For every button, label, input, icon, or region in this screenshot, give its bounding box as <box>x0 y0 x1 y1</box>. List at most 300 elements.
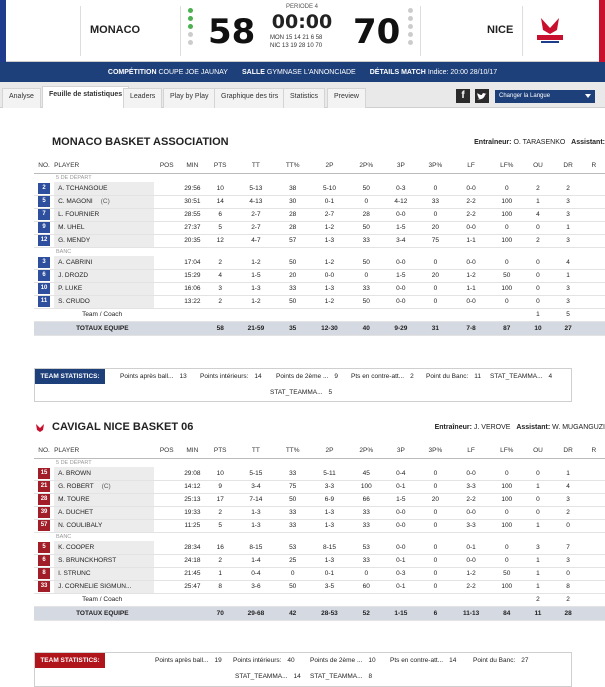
jersey-number-badge: 8 <box>38 568 50 579</box>
stat-pos <box>154 295 179 308</box>
empty-cell <box>451 308 491 321</box>
home-color-stripe <box>0 0 6 62</box>
total-pts: 70 <box>206 606 235 620</box>
stat-pos <box>154 195 179 208</box>
column-header[interactable]: LF% <box>491 159 522 173</box>
team-stat-item <box>390 657 456 664</box>
player-name-cell <box>54 467 154 480</box>
player-name[interactable]: N. COULIBALY <box>58 522 103 529</box>
stat-p2p: 60 <box>351 580 382 593</box>
foul-dot <box>188 24 193 29</box>
empty-cell <box>308 308 350 321</box>
tab-preview[interactable]: Preview <box>327 88 366 108</box>
player-row[interactable] <box>34 493 605 506</box>
column-header[interactable]: MIN <box>179 159 206 173</box>
jersey-number-badge: 10 <box>38 283 50 294</box>
column-header[interactable]: DR <box>554 159 583 173</box>
player-name[interactable]: M. UHEL <box>58 224 85 231</box>
stat-lfp: 100 <box>491 580 522 593</box>
home-coach-name: O. TARASENKO <box>513 139 566 146</box>
stat-lfp: 0 <box>491 554 522 567</box>
player-name[interactable]: A. BROWN <box>58 469 91 477</box>
player-row[interactable] <box>34 567 605 580</box>
stat-p2: 3-5 <box>308 580 350 593</box>
nice-logo-icon <box>533 14 567 46</box>
away-score: 70 <box>353 12 401 52</box>
player-name[interactable]: G. MENDY <box>58 237 91 244</box>
home-box-score-table <box>34 159 605 336</box>
column-header[interactable]: 3P <box>382 159 420 173</box>
stat-tt: 4-13 <box>235 195 277 208</box>
away-team-title: CAVIGAL NICE BASKET 06 <box>52 421 194 433</box>
jersey-number <box>34 506 54 519</box>
stat-tt: 3-6 <box>235 580 277 593</box>
stat-p2: 0-0 <box>308 269 350 282</box>
player-row[interactable] <box>34 182 605 195</box>
player-name[interactable]: M. TOURE <box>58 496 90 503</box>
stat-lfp: 0 <box>491 221 522 234</box>
nice-logo-icon <box>34 422 46 434</box>
player-name[interactable]: S. CRUDO <box>58 298 90 305</box>
jersey-number-badge: 11 <box>38 296 50 307</box>
stat-tt: 0-4 <box>235 567 277 580</box>
jersey-number <box>34 480 54 493</box>
player-row[interactable] <box>34 195 605 208</box>
jersey-number <box>34 580 54 593</box>
player-row[interactable] <box>34 554 605 567</box>
stat-lfp: 100 <box>491 519 522 532</box>
stat-p3p: 0 <box>420 182 451 195</box>
player-name[interactable]: J. DROZD <box>58 272 89 279</box>
total-p2: 28-53 <box>308 606 350 620</box>
empty-cell <box>154 308 179 321</box>
quarter-scores <box>270 34 342 50</box>
jersey-number-badge: 5 <box>38 542 50 553</box>
stat-p3p: 0 <box>420 567 451 580</box>
player-row[interactable] <box>34 234 605 247</box>
column-header[interactable]: POS <box>154 444 179 458</box>
player-row[interactable] <box>34 269 605 282</box>
stat-p3: 1-5 <box>382 493 420 506</box>
stat-pos <box>154 256 179 269</box>
stat-r <box>583 182 605 195</box>
stat-p3p: 0 <box>420 256 451 269</box>
player-row[interactable] <box>34 256 605 269</box>
stat-lf: 0-0 <box>451 467 491 480</box>
total-p2: 12-30 <box>308 321 350 335</box>
stat-min: 17:04 <box>179 256 206 269</box>
column-header[interactable]: TT% <box>277 444 308 458</box>
chevron-down-icon <box>585 94 591 98</box>
empty-cell <box>179 593 206 606</box>
stat-dr: 1 <box>554 467 583 480</box>
team-coach-row <box>34 593 605 606</box>
stat-p2p: 50 <box>351 256 382 269</box>
stat-min: 28:55 <box>179 208 206 221</box>
group-label: BANC <box>56 248 72 255</box>
stat-r <box>583 467 605 480</box>
jersey-number <box>34 269 54 282</box>
total-ttp: 35 <box>277 321 308 335</box>
team-stat-value: 19 <box>214 657 222 664</box>
stat-lf: 0-0 <box>451 256 491 269</box>
column-header[interactable]: LF <box>451 159 491 173</box>
stat-pts: 2 <box>206 506 235 519</box>
stat-p3p: 20 <box>420 221 451 234</box>
column-header[interactable]: NO. <box>34 159 54 173</box>
player-name[interactable]: S. BRUNCKHORST <box>58 557 117 564</box>
column-header[interactable]: 3P <box>382 444 420 458</box>
player-name[interactable]: G. ROBERT <box>58 483 94 490</box>
empty-cell <box>179 321 206 335</box>
match-info-bar <box>0 62 605 82</box>
column-header[interactable]: LF% <box>491 444 522 458</box>
column-header[interactable]: 2P <box>308 159 350 173</box>
total-p3p: 31 <box>420 321 451 335</box>
player-name-cell <box>54 480 154 493</box>
stat-min: 29:56 <box>179 182 206 195</box>
stat-tt: 8-15 <box>235 541 277 554</box>
stat-p3: 0-1 <box>382 580 420 593</box>
player-name-cell <box>54 506 154 519</box>
total-ttp: 42 <box>277 606 308 620</box>
stat-min: 15:29 <box>179 269 206 282</box>
coach-label: Entraîneur: <box>474 139 512 146</box>
column-header[interactable]: OU <box>522 444 553 458</box>
stat-ou: 0 <box>522 282 553 295</box>
quarter-scores-away: NIC 13 19 28 10 70 <box>270 43 323 49</box>
player-name[interactable]: L. FOURNIER <box>58 211 100 218</box>
stat-p2: 8-15 <box>308 541 350 554</box>
twitter-icon[interactable] <box>475 89 489 103</box>
stat-p3p: 0 <box>420 580 451 593</box>
stat-p2p: 53 <box>351 541 382 554</box>
stat-p3: 0-0 <box>382 506 420 519</box>
stat-p3p: 75 <box>420 234 451 247</box>
team-stat-value: 13 <box>179 373 187 380</box>
captain-badge: (C) <box>100 198 110 205</box>
stat-ou: 2 <box>522 234 553 247</box>
player-row[interactable] <box>34 295 605 308</box>
stat-p2: 1-3 <box>308 519 350 532</box>
team-stat-value: 27 <box>521 657 529 664</box>
away-team-fouls <box>408 8 414 45</box>
empty-cell <box>34 321 54 335</box>
column-header[interactable]: TT% <box>277 159 308 173</box>
player-row[interactable] <box>34 541 605 554</box>
stat-ou: 1 <box>522 308 553 321</box>
player-row[interactable] <box>34 467 605 480</box>
player-name[interactable]: J. CORNELIE SIGMUN... <box>58 583 132 590</box>
player-name[interactable]: A. DUCHET <box>58 509 94 516</box>
stat-r <box>583 256 605 269</box>
column-header[interactable]: 3P% <box>420 159 451 173</box>
stat-r <box>583 269 605 282</box>
stat-ttp: 75 <box>277 480 308 493</box>
stat-ou: 0 <box>522 295 553 308</box>
total-dr: 27 <box>554 321 583 335</box>
jersey-number-badge: 28 <box>38 494 50 505</box>
column-header[interactable]: PTS <box>206 444 235 458</box>
team-stat-item <box>155 657 222 664</box>
stat-dr: 7 <box>554 541 583 554</box>
team-stat-label: Points intérieurs: <box>233 657 282 664</box>
player-name-cell <box>54 195 154 208</box>
stat-tt: 4-7 <box>235 234 277 247</box>
stat-dr: 3 <box>554 208 583 221</box>
stat-min: 14:12 <box>179 480 206 493</box>
tab-statistics[interactable]: Statistics <box>283 88 325 108</box>
column-header[interactable]: R <box>583 159 605 173</box>
tab-statistics-sheet[interactable]: Feuille de statistiques <box>42 86 129 108</box>
team-stat-label: Pts en contre-att... <box>390 657 444 664</box>
stat-dr: 3 <box>554 195 583 208</box>
jersey-number <box>34 295 54 308</box>
stat-ou: 1 <box>522 580 553 593</box>
stat-r <box>583 541 605 554</box>
empty-cell <box>351 593 382 606</box>
jersey-number-badge: 5 <box>38 196 50 207</box>
stat-dr: 5 <box>554 308 583 321</box>
jersey-number <box>34 282 54 295</box>
jersey-number-badge: 3 <box>38 257 50 268</box>
stat-r <box>583 208 605 221</box>
group-label-row <box>34 173 605 182</box>
stat-tt: 1-4 <box>235 554 277 567</box>
total-pts: 58 <box>206 321 235 335</box>
stat-tt: 2-7 <box>235 221 277 234</box>
stat-pts: 17 <box>206 493 235 506</box>
stat-ttp: 33 <box>277 282 308 295</box>
tab-analyse[interactable]: Analyse <box>2 88 41 108</box>
jersey-number <box>34 554 54 567</box>
stat-ou: 0 <box>522 269 553 282</box>
stat-p3p: 0 <box>420 208 451 221</box>
column-header[interactable]: OU <box>522 159 553 173</box>
column-header[interactable]: PLAYER <box>54 444 154 458</box>
total-dr: 28 <box>554 606 583 620</box>
empty-cell <box>451 593 491 606</box>
player-row[interactable] <box>34 506 605 519</box>
stat-p3p: 33 <box>420 195 451 208</box>
foul-dot <box>408 40 413 45</box>
team-stat-value: 2 <box>410 373 414 380</box>
tab-bar <box>0 82 605 108</box>
player-row[interactable] <box>34 580 605 593</box>
match-details-label: DÉTAILS MATCH <box>369 68 426 76</box>
jersey-number-badge: 9 <box>38 222 50 233</box>
team-stat-value: 40 <box>287 657 295 664</box>
stat-tt: 1-3 <box>235 282 277 295</box>
stat-p2p: 33 <box>351 234 382 247</box>
player-name[interactable]: I. STRUNC <box>58 570 91 577</box>
stat-r <box>583 567 605 580</box>
stat-p3: 0-0 <box>382 208 420 221</box>
column-header[interactable]: 3P% <box>420 444 451 458</box>
stat-min: 21:45 <box>179 567 206 580</box>
stat-p3: 0-0 <box>382 256 420 269</box>
stat-r <box>583 480 605 493</box>
stat-tt: 1-2 <box>235 256 277 269</box>
player-name[interactable]: A. CABRINI <box>58 258 93 266</box>
player-name[interactable]: A. TCHANGOUE <box>58 184 108 192</box>
divider <box>420 6 421 56</box>
group-label-row <box>34 458 605 467</box>
player-name[interactable]: P. LUKE <box>58 285 83 292</box>
player-row[interactable] <box>34 282 605 295</box>
stat-dr: 3 <box>554 282 583 295</box>
stat-p2: 1-2 <box>308 221 350 234</box>
venue-value: GYMNASE L'ANNONCIADE <box>266 68 356 76</box>
jersey-number <box>34 221 54 234</box>
jersey-number <box>34 493 54 506</box>
tab-leaders[interactable]: Leaders <box>123 88 162 108</box>
jersey-number <box>34 256 54 269</box>
stat-dr: 1 <box>554 221 583 234</box>
language-select[interactable] <box>495 90 595 103</box>
stat-dr: 8 <box>554 580 583 593</box>
total-ou: 10 <box>522 321 553 335</box>
stat-r <box>583 554 605 567</box>
foul-dot <box>188 40 193 45</box>
stat-r <box>583 519 605 532</box>
stat-p2: 1-2 <box>308 295 350 308</box>
foul-dot <box>188 32 193 37</box>
team-stat-item <box>270 389 332 396</box>
empty-cell <box>34 593 54 606</box>
venue-label: SALLE <box>241 68 265 76</box>
stat-p3: 0-1 <box>382 480 420 493</box>
stat-tt: 1-3 <box>235 506 277 519</box>
stat-p3p: 0 <box>420 519 451 532</box>
stat-pts: 10 <box>206 467 235 480</box>
stat-p2: 5-10 <box>308 182 350 195</box>
stat-ou: 0 <box>522 506 553 519</box>
stat-dr: 0 <box>554 519 583 532</box>
stat-lfp: 0 <box>491 182 522 195</box>
column-header[interactable]: 2P% <box>351 444 382 458</box>
stat-lfp: 100 <box>491 480 522 493</box>
player-name-cell <box>54 208 154 221</box>
away-team-coaches <box>435 424 605 431</box>
column-header[interactable]: MIN <box>179 444 206 458</box>
stat-ttp: 33 <box>277 519 308 532</box>
stat-p2p: 50 <box>351 295 382 308</box>
stat-ttp: 38 <box>277 182 308 195</box>
stat-pos <box>154 519 179 532</box>
away-team-name: NICE <box>487 24 514 36</box>
team-stat-label: Pts en contre-att... <box>351 373 405 380</box>
home-team-fouls <box>188 8 194 45</box>
stat-lf: 3-3 <box>451 480 491 493</box>
stat-tt: 5-15 <box>235 467 277 480</box>
tab-shot-chart[interactable]: Graphique des tirs <box>214 88 285 108</box>
player-name[interactable]: C. MAGONI <box>58 198 93 205</box>
column-header[interactable]: LF <box>451 444 491 458</box>
stat-tt: 2-7 <box>235 208 277 221</box>
column-header[interactable]: NO. <box>34 444 54 458</box>
column-header[interactable]: 2P <box>308 444 350 458</box>
stat-p3p: 0 <box>420 541 451 554</box>
stat-r <box>583 234 605 247</box>
stat-pts: 2 <box>206 295 235 308</box>
stat-lfp: 100 <box>491 208 522 221</box>
stat-p3p: 20 <box>420 493 451 506</box>
stat-p3: 0-4 <box>382 467 420 480</box>
player-row[interactable] <box>34 480 605 493</box>
column-header[interactable]: PLAYER <box>54 159 154 173</box>
column-header[interactable]: R <box>583 444 605 458</box>
column-header[interactable]: TT <box>235 444 277 458</box>
away-color-stripe <box>599 0 605 62</box>
stat-p2p: 100 <box>351 480 382 493</box>
team-stat-label: Points après ball... <box>120 373 174 380</box>
period-label: PERIODE 4 <box>285 4 318 10</box>
stat-pos <box>154 580 179 593</box>
empty-cell <box>34 308 54 321</box>
player-name[interactable]: K. COOPER <box>58 543 95 551</box>
empty-cell <box>154 606 179 620</box>
total-p3: 9-29 <box>382 321 420 335</box>
column-header[interactable]: DR <box>554 444 583 458</box>
team-totals-row <box>34 321 605 335</box>
stat-pts: 9 <box>206 480 235 493</box>
team-stat-value: 11 <box>474 373 482 380</box>
stat-lf: 0-0 <box>451 554 491 567</box>
stat-r <box>583 506 605 519</box>
stat-p2: 1-3 <box>308 554 350 567</box>
total-tt: 21-59 <box>235 321 277 335</box>
stat-pts: 3 <box>206 282 235 295</box>
empty-cell <box>277 593 308 606</box>
column-header[interactable]: POS <box>154 159 179 173</box>
away-assistant-name: W. MUGANGUZI <box>552 424 605 431</box>
stat-lfp: 0 <box>491 256 522 269</box>
foul-dot <box>188 8 193 13</box>
tab-play-by-play[interactable]: Play by Play <box>163 88 216 108</box>
stat-tt: 7-14 <box>235 493 277 506</box>
stat-lf: 0-0 <box>451 221 491 234</box>
stat-dr: 3 <box>554 493 583 506</box>
column-header[interactable]: TT <box>235 159 277 173</box>
player-row[interactable] <box>34 519 605 532</box>
stat-dr: 2 <box>554 182 583 195</box>
total-tt: 29-68 <box>235 606 277 620</box>
stat-p3p: 0 <box>420 295 451 308</box>
stat-p2p: 33 <box>351 282 382 295</box>
stat-p2p: 0 <box>351 567 382 580</box>
match-details-value: Indice: 20:00 28/10/17 <box>427 68 498 76</box>
facebook-icon[interactable]: f <box>456 89 470 103</box>
stat-ou: 0 <box>522 467 553 480</box>
player-name-cell <box>54 519 154 532</box>
column-header[interactable]: 2P% <box>351 159 382 173</box>
stat-p2: 5-11 <box>308 467 350 480</box>
stat-ou: 4 <box>522 208 553 221</box>
team-stat-item <box>276 373 338 380</box>
column-header[interactable]: PTS <box>206 159 235 173</box>
empty-cell <box>351 308 382 321</box>
stat-pts: 8 <box>206 580 235 593</box>
player-row[interactable] <box>34 208 605 221</box>
team-stat-item <box>200 373 262 380</box>
competition-value: COUPE JOE JAUNAY <box>158 68 228 76</box>
player-row[interactable] <box>34 221 605 234</box>
jersey-number-badge: 39 <box>38 507 50 518</box>
quarter-scores-home: MON 15 14 21 6 58 <box>270 35 323 41</box>
stat-p3p: 0 <box>420 480 451 493</box>
stat-p2p: 0 <box>351 269 382 282</box>
